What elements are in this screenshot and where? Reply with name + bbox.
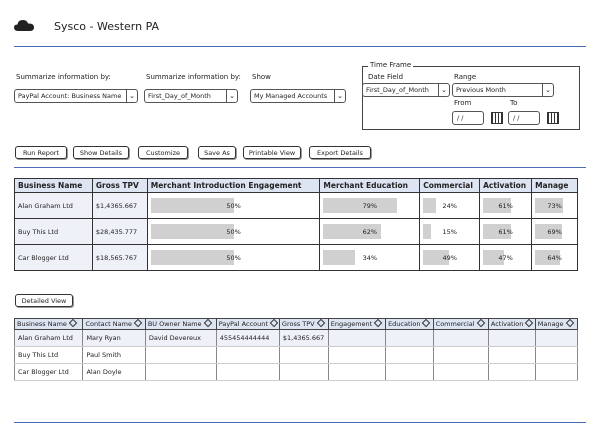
range-value: Previous Month <box>456 86 506 94</box>
progress-label: 61% <box>498 227 513 236</box>
detail-cell <box>328 347 385 364</box>
detail-cell <box>433 347 488 364</box>
activation-bar-cell <box>480 245 532 271</box>
detail-column-header[interactable] <box>216 319 279 330</box>
gross-tpv-cell: $28,435.777 <box>92 219 147 245</box>
edu-bar-cell <box>320 193 420 219</box>
divider <box>14 46 586 47</box>
gross-tpv-cell: $1,4365.667 <box>92 193 147 219</box>
progress-label: 61% <box>498 201 513 210</box>
progress-label: 79% <box>362 201 378 210</box>
show-details-button[interactable]: Show Details <box>73 146 129 159</box>
from-date-input[interactable]: / / <box>452 111 484 125</box>
progress-label: 62% <box>362 227 378 236</box>
detail-column-label: Contact Name <box>85 320 132 328</box>
edu-bar-cell <box>320 219 420 245</box>
detail-cell <box>386 347 434 364</box>
detail-cell <box>535 347 577 364</box>
cloud-icon <box>14 19 34 31</box>
detail-cell: Alan Graham Ltd <box>15 330 83 347</box>
progress-label: 50% <box>226 253 241 262</box>
date-field-label: Date Field <box>368 73 404 81</box>
col-manage[interactable]: Manage <box>532 179 578 193</box>
detail-cell: $1,4365.667 <box>279 330 328 347</box>
detail-cell: David Devereux <box>145 330 216 347</box>
timeframe-legend: Time Frame <box>370 61 412 69</box>
detail-cell: Buy This Ltd <box>15 347 83 364</box>
detail-column-header[interactable] <box>15 319 83 330</box>
commercial-bar-cell <box>420 245 480 271</box>
edu-bar-cell <box>320 245 420 271</box>
detail-column-header[interactable] <box>145 319 216 330</box>
progress-label: 49% <box>442 253 457 262</box>
filter2-label: Summarize information by: <box>146 73 241 81</box>
detail-column-label: Commercial <box>435 320 475 328</box>
detail-cell: 455454444444 <box>216 330 279 347</box>
divider <box>14 422 586 423</box>
date-field-value: First_Day_of_Month <box>366 86 429 94</box>
detail-cell <box>279 347 328 364</box>
manage-bar-cell <box>532 245 578 271</box>
gross-tpv-cell: $18,565.767 <box>92 245 147 271</box>
sort-icon[interactable] <box>374 319 382 327</box>
chevron-down-icon: ⌄ <box>334 90 345 102</box>
detail-column-label: Manage <box>537 320 564 328</box>
chevron-down-icon: ⌄ <box>126 90 137 102</box>
detail-cell <box>433 330 488 347</box>
detail-cell: Alan Doyle <box>83 364 145 381</box>
sort-icon[interactable] <box>69 319 77 327</box>
detail-cell <box>145 364 216 381</box>
intro-bar-cell <box>147 245 320 271</box>
show-label: Show <box>252 73 271 81</box>
detail-column-header[interactable] <box>328 319 385 330</box>
detail-column-label: Engagement <box>330 320 373 328</box>
range-select[interactable] <box>452 83 554 97</box>
filter2-select[interactable] <box>144 89 238 103</box>
sort-icon[interactable] <box>316 319 324 327</box>
to-label: To <box>510 99 518 107</box>
detail-cell <box>433 364 488 381</box>
divider <box>14 167 586 168</box>
detail-column-header[interactable] <box>535 319 577 330</box>
summary-row <box>15 245 578 271</box>
filter1-label: Summarize information by: <box>16 73 111 81</box>
progress-label: 50% <box>226 227 241 236</box>
detail-column-header[interactable] <box>83 319 145 330</box>
business-name-cell[interactable]: Buy This Ltd <box>15 219 93 245</box>
detail-column-label: Gross TPV <box>281 320 315 328</box>
summary-row <box>15 193 578 219</box>
business-name-cell[interactable]: Alan Graham Ltd <box>15 193 93 219</box>
detail-column-label: Activation <box>490 320 524 328</box>
detailed-view-button[interactable]: Detailed View <box>15 294 73 307</box>
detail-cell <box>328 364 385 381</box>
detail-column-label: Business Name <box>17 320 67 328</box>
printable-view-button[interactable]: Printable View <box>243 146 301 159</box>
commercial-bar-cell <box>420 219 480 245</box>
detail-row[interactable] <box>15 347 578 364</box>
detail-table <box>14 318 578 381</box>
detail-cell <box>145 347 216 364</box>
show-select[interactable] <box>250 89 346 103</box>
progress-label: 15% <box>442 227 457 236</box>
manage-bar-cell <box>532 193 578 219</box>
detail-cell <box>386 364 434 381</box>
detail-row[interactable] <box>15 330 578 347</box>
col-intro-engagement[interactable]: Merchant Introduction Engagement <box>147 179 320 193</box>
col-activation[interactable]: Activation <box>480 179 532 193</box>
sort-icon[interactable] <box>525 319 533 327</box>
calendar-icon[interactable] <box>547 112 559 124</box>
detail-cell <box>279 364 328 381</box>
detail-cell: Paul Smith <box>83 347 145 364</box>
summary-header-row <box>15 179 578 193</box>
chevron-down-icon: ⌄ <box>438 84 449 96</box>
col-business-name[interactable]: Business Name <box>15 179 93 193</box>
detail-cell: Car Blogger Ltd <box>15 364 83 381</box>
detail-cell <box>216 347 279 364</box>
detail-header-row <box>15 319 578 330</box>
chevron-down-icon: ⌄ <box>226 90 237 102</box>
intro-bar-cell <box>147 219 320 245</box>
detail-cell <box>328 330 385 347</box>
detail-column-header[interactable] <box>433 319 488 330</box>
detail-cell <box>488 330 535 347</box>
range-label: Range <box>454 73 477 81</box>
detail-cell <box>535 364 577 381</box>
sort-icon[interactable] <box>270 319 278 327</box>
from-label: From <box>454 99 472 107</box>
detail-cell: Mary Ryan <box>83 330 145 347</box>
col-gross-tpv[interactable]: Gross TPV <box>92 179 147 193</box>
progress-label: 34% <box>362 253 378 262</box>
sort-icon[interactable] <box>565 319 573 327</box>
customize-button[interactable]: Customize <box>138 146 188 159</box>
detail-column-label: Education <box>388 320 421 328</box>
business-name-cell[interactable]: Car Blogger Ltd <box>15 245 93 271</box>
commercial-bar-cell <box>420 193 480 219</box>
detail-cell <box>488 364 535 381</box>
show-value: My Managed Accounts <box>254 92 328 100</box>
detail-cell <box>386 330 434 347</box>
progress-label: 24% <box>442 201 457 210</box>
filter2-value: First_Day_of_Month <box>148 92 211 100</box>
chevron-down-icon: ⌄ <box>542 84 553 96</box>
export-details-button[interactable]: Export Details <box>309 146 371 159</box>
col-commercial[interactable]: Commercial <box>420 179 480 193</box>
calendar-icon[interactable] <box>491 112 503 124</box>
summary-table <box>14 178 578 271</box>
detail-column-label: PayPal Account <box>218 320 268 328</box>
summary-row <box>15 219 578 245</box>
detail-cell <box>216 364 279 381</box>
run-report-button[interactable]: Run Report <box>15 146 67 159</box>
progress-label: 47% <box>498 253 513 262</box>
date-field-select[interactable] <box>362 83 450 97</box>
page-title: Sysco - Western PA <box>54 20 160 33</box>
detail-column-header[interactable] <box>488 319 535 330</box>
filter1-value: PayPal Account: Business Name <box>18 92 122 100</box>
to-date-input[interactable]: / / <box>508 111 540 125</box>
detail-row[interactable] <box>15 364 578 381</box>
intro-bar-cell <box>147 193 320 219</box>
filter1-select[interactable] <box>14 89 138 103</box>
sort-icon[interactable] <box>422 319 430 327</box>
col-education[interactable]: Merchant Education <box>320 179 420 193</box>
progress-label: 73% <box>547 201 562 210</box>
save-as-button[interactable]: Save As <box>198 146 236 159</box>
detail-column-header[interactable] <box>279 319 328 330</box>
detail-column-header[interactable] <box>386 319 434 330</box>
progress-label: 64% <box>547 253 562 262</box>
sort-icon[interactable] <box>476 319 484 327</box>
detail-column-label: BU Owner Name <box>147 320 202 328</box>
activation-bar-cell <box>480 193 532 219</box>
sort-icon[interactable] <box>134 319 142 327</box>
progress-label: 50% <box>226 201 241 210</box>
sort-icon[interactable] <box>203 319 211 327</box>
detail-cell <box>535 330 577 347</box>
detail-cell <box>488 347 535 364</box>
activation-bar-cell <box>480 219 532 245</box>
progress-label: 69% <box>547 227 562 236</box>
manage-bar-cell <box>532 219 578 245</box>
